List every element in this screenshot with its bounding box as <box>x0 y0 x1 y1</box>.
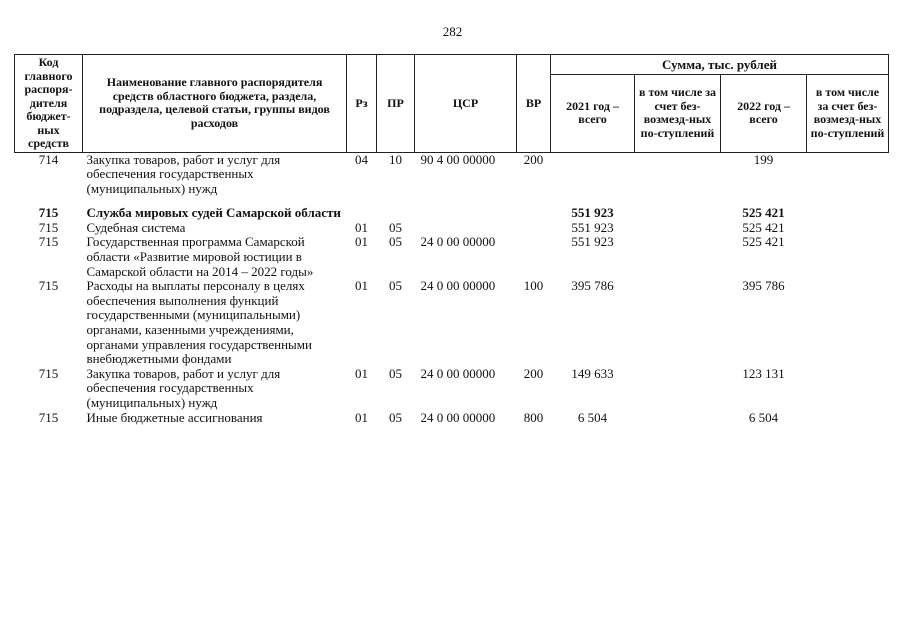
row-rz: 01 <box>355 219 368 235</box>
row-name: Закупка товаров, работ и услуг для обеспечения государственных (муниципальных) нужд <box>86 365 281 410</box>
row-vr: 200 <box>523 151 544 167</box>
row-2021-free <box>635 279 721 367</box>
row-rz: 01 <box>355 365 368 381</box>
row-rz: 01 <box>355 409 368 425</box>
header-vr: ВР <box>517 55 551 153</box>
row-2022-free <box>807 411 889 426</box>
row-vr: 100 <box>523 278 544 294</box>
row-pr: 10 <box>389 151 402 167</box>
header-2021-free: в том числе за счет без-возмезд-ных по-ступлений <box>635 75 721 153</box>
header-code: Код главного распоря-дителя бюджет-ных средств <box>15 55 83 153</box>
header-2021-total: 2021 год – всего <box>551 75 635 153</box>
header-csr: ЦСР <box>415 55 517 153</box>
table-row <box>15 411 889 426</box>
table-row <box>15 367 889 411</box>
table-header <box>15 55 889 153</box>
row-code: 715 <box>38 219 59 235</box>
row-2022-total: 525 421 <box>742 219 785 235</box>
row-vr <box>517 196 551 221</box>
table-row <box>15 152 889 196</box>
row-rz: 01 <box>355 278 368 294</box>
row-csr <box>415 221 517 236</box>
page-number: 282 <box>442 24 463 39</box>
row-csr: 24 0 00 00000 <box>420 365 496 381</box>
row-code: 715 <box>38 234 59 250</box>
row-vr: 200 <box>523 365 544 381</box>
table-row <box>15 235 889 279</box>
row-2022-free <box>807 196 889 221</box>
row-vr <box>517 235 551 279</box>
row-2021-free <box>635 367 721 411</box>
row-2021-total: 551 923 <box>571 234 614 250</box>
row-vr <box>517 221 551 236</box>
row-2022-total: 525 421 <box>742 205 785 221</box>
row-pr: 05 <box>389 219 402 235</box>
row-2022-total: 123 131 <box>742 365 785 381</box>
table-row <box>15 279 889 367</box>
budget-table <box>14 54 889 425</box>
header-2022-total: 2022 год – всего <box>721 75 807 153</box>
row-pr: 05 <box>389 365 402 381</box>
header-rz: Рз <box>347 55 377 153</box>
row-pr: 05 <box>389 234 402 250</box>
row-2022-free <box>807 279 889 367</box>
row-name: Служба мировых судей Самарской области <box>86 205 341 221</box>
row-2021-total: 551 923 <box>571 219 614 235</box>
row-pr <box>377 196 415 221</box>
row-csr: 24 0 00 00000 <box>420 409 496 425</box>
header-pr: ПР <box>377 55 415 153</box>
row-vr: 800 <box>523 409 544 425</box>
row-2021-total: 149 633 <box>571 365 614 381</box>
row-2022-total: 525 421 <box>742 234 785 250</box>
row-name: Закупка товаров, работ и услуг для обеспечения государственных (муниципальных) нужд <box>86 151 281 196</box>
row-code: 714 <box>38 151 59 167</box>
table-body <box>15 152 889 425</box>
row-csr: 24 0 00 00000 <box>420 278 496 294</box>
header-sum: Сумма, тыс. рублей <box>551 55 889 75</box>
row-2022-total: 6 504 <box>748 409 779 425</box>
row-pr: 05 <box>389 409 402 425</box>
row-rz <box>347 196 377 221</box>
row-code: 715 <box>38 278 59 294</box>
row-rz: 01 <box>355 234 368 250</box>
header-2022-free: в том числе за счет без-возмезд-ных по-ступлений <box>807 75 889 153</box>
row-code: 715 <box>38 409 59 425</box>
row-name: Государственная программа Самарской области «Развитие мировой юстиции в Самарской области на 2014 – 2022 годы» <box>86 234 314 279</box>
row-2021-total: 395 786 <box>571 278 614 294</box>
row-2022-free <box>807 367 889 411</box>
row-2021-free <box>635 235 721 279</box>
row-2022-free <box>807 152 889 196</box>
row-2022-free <box>807 235 889 279</box>
row-name: Иные бюджетные ассигнования <box>86 409 263 425</box>
header-name: Наименование главного распорядителя средств областного бюджета, раздела, подраздела, целевой статьи, группы видов расходов <box>83 55 347 153</box>
row-2021-total <box>551 152 635 196</box>
row-csr: 24 0 00 00000 <box>420 234 496 250</box>
row-pr: 05 <box>389 278 402 294</box>
row-2021-free <box>635 411 721 426</box>
row-csr: 90 4 00 00000 <box>420 151 496 167</box>
row-2021-free <box>635 221 721 236</box>
row-2021-free <box>635 152 721 196</box>
row-2022-free <box>807 221 889 236</box>
row-name: Судебная система <box>86 219 186 235</box>
table-row <box>15 221 889 236</box>
row-name: Расходы на выплаты персоналу в целях обеспечения выполнения функций государственными (муниципальными) органами, казенными учреждениями, органами управления государственными внебюджетными фондами <box>86 278 312 367</box>
row-2021-total: 6 504 <box>577 409 608 425</box>
row-rz: 04 <box>355 151 368 167</box>
row-2022-total: 395 786 <box>742 278 785 294</box>
table-row <box>15 196 889 221</box>
row-2021-total: 551 923 <box>571 205 614 221</box>
row-2022-total: 199 <box>753 151 774 167</box>
row-csr <box>415 196 517 221</box>
row-code: 715 <box>38 365 59 381</box>
row-code: 715 <box>38 205 59 221</box>
row-2021-free <box>635 196 721 221</box>
